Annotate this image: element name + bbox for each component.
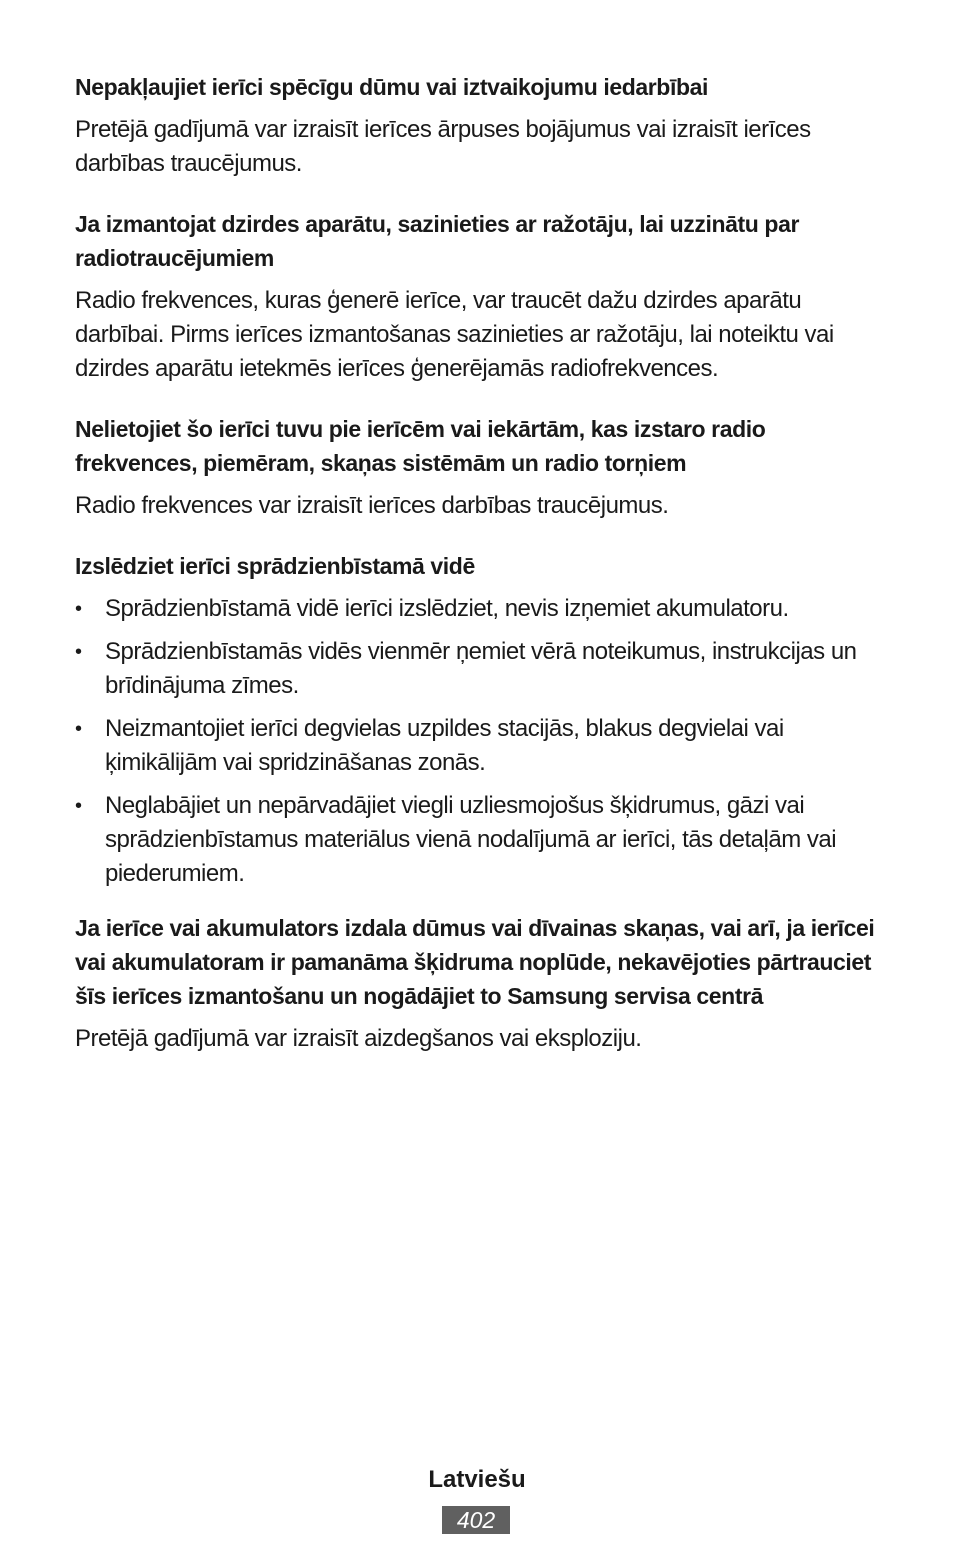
- list-item-text: Neizmantojiet ierīci degvielas uzpildes stacijās, blakus degvielai vai ķimikālijām vai spridzināšanas zonās.: [105, 715, 784, 776]
- section-radio-towers: [75, 412, 875, 523]
- section-text: Pretējā gadījumā var izraisīt aizdegšanos vai eksploziju.: [75, 1025, 642, 1052]
- bullet-icon: •: [75, 641, 82, 663]
- section-heading: Nepakļaujiet ierīci spēcīgu dūmu vai iztvaikojumu iedarbībai: [75, 74, 708, 100]
- section-heading: Nelietojiet šo ierīci tuvu pie ierīcēm vai iekārtām, kas izstaro radio frekvences, piemēram, skaņas sistēmām un radio torņiem: [75, 416, 766, 476]
- section-explosive-environment: [75, 549, 875, 891]
- section-smoke-leak: [75, 911, 875, 1056]
- bullet-list: [75, 592, 875, 891]
- list-item-text: Sprādzienbīstamā vidē ierīci izslēdziet, nevis izņemiet akumulatoru.: [105, 595, 789, 622]
- list-item-text: Sprādzienbīstamās vidēs vienmēr ņemiet vērā noteikumus, instrukcijas un brīdinājuma zīmes.: [105, 638, 857, 699]
- bullet-icon: •: [75, 795, 82, 817]
- list-item: [75, 635, 875, 703]
- list-item: [75, 712, 875, 780]
- section-smoke: [75, 70, 875, 181]
- section-text: Pretējā gadījumā var izraisīt ierīces ārpuses bojājumus vai izraisīt ierīces darbības traucējumus.: [75, 116, 811, 177]
- section-heading: Ja izmantojat dzirdes aparātu, sazinieties ar ražotāju, lai uzzinātu par radiotraucējumiem: [75, 211, 800, 271]
- section-heading: Ja ierīce vai akumulators izdala dūmus vai dīvainas skaņas, vai arī, ja ierīcei vai akumulatoram ir pamanāma šķidruma noplūde, nekavējoties pārtrauciet šīs ierīces izmantošanu un nogādājiet to Samsung servisa centrā: [75, 915, 875, 1009]
- list-item: [75, 592, 875, 626]
- list-item: [75, 789, 875, 891]
- page-number: 402: [442, 1506, 510, 1534]
- bullet-icon: •: [75, 598, 82, 620]
- section-text: Radio frekvences, kuras ģenerē ierīce, var traucēt dažu dzirdes aparātu darbībai. Pirms ierīces izmantošanas sazinieties ar ražotāju, lai noteiktu vai dzirdes aparātu ietekmēs ierīces ģenerējamās radiofrekvences.: [75, 287, 834, 382]
- footer-language: Latviešu: [428, 1466, 526, 1493]
- section-text: Radio frekvences var izraisīt ierīces darbības traucējumus.: [75, 492, 669, 519]
- section-hearing-aid: [75, 207, 875, 386]
- page-content: [75, 70, 875, 1082]
- section-heading: Izslēdziet ierīci sprādzienbīstamā vidē: [75, 553, 475, 579]
- list-item-text: Neglabājiet un nepārvadājiet viegli uzliesmojošus šķidrumus, gāzi vai sprādzienbīstamus materiālus vienā nodalījumā ar ierīci, tās detaļām vai piederumiem.: [105, 792, 837, 887]
- bullet-icon: •: [75, 718, 82, 740]
